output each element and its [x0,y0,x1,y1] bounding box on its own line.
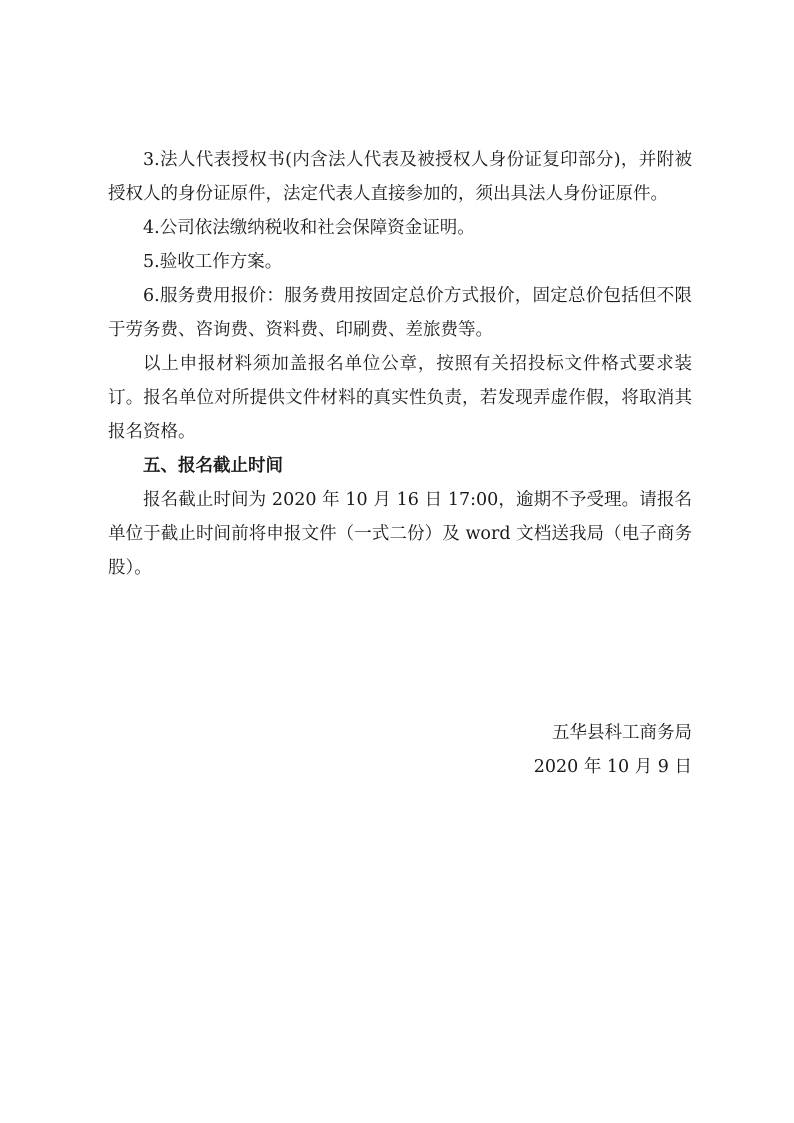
signature-date: 2020 年 10 月 9 日 [533,757,692,777]
section-heading-deadline: 五、报名截止时间 [143,456,283,476]
paragraph-item-6-service-quote: 6.服务费用报价：服务费用按固定总价方式报价，固定总价包括但不限于劳务费、咨询费、资料费、印刷费、差旅费等。 [108,286,692,340]
paragraph-item-3-authorization: 3.法人代表授权书(内含法人代表及被授权人身份证复印部分)，并附被授权人的身份证原件，法定代表人直接参加的，须出具法人身份证原件。 [108,150,692,204]
paragraph-item-5-acceptance-plan: 5.验收工作方案。 [143,252,283,272]
paragraph-seal-requirement: 以上申报材料须加盖报名单位公章，按照有关招投标文件格式要求装订。报名单位对所提供文件材料的真实性负责，若发现弄虚作假，将取消其报名资格。 [108,354,692,442]
signature-organization: 五华县科工商务局 [552,723,692,743]
paragraph-item-4-tax-proof: 4.公司依法缴纳税收和社会保障资金证明。 [143,218,475,238]
paragraph-deadline-details: 报名截止时间为 2020 年 10 月 16 日 17:00，逾期不予受理。请报名单位于截止时间前将申报文件（一式二份）及 word 文档送我局（电子商务股）。 [108,490,692,578]
document-body [108,143,692,585]
signature-block [534,716,692,784]
